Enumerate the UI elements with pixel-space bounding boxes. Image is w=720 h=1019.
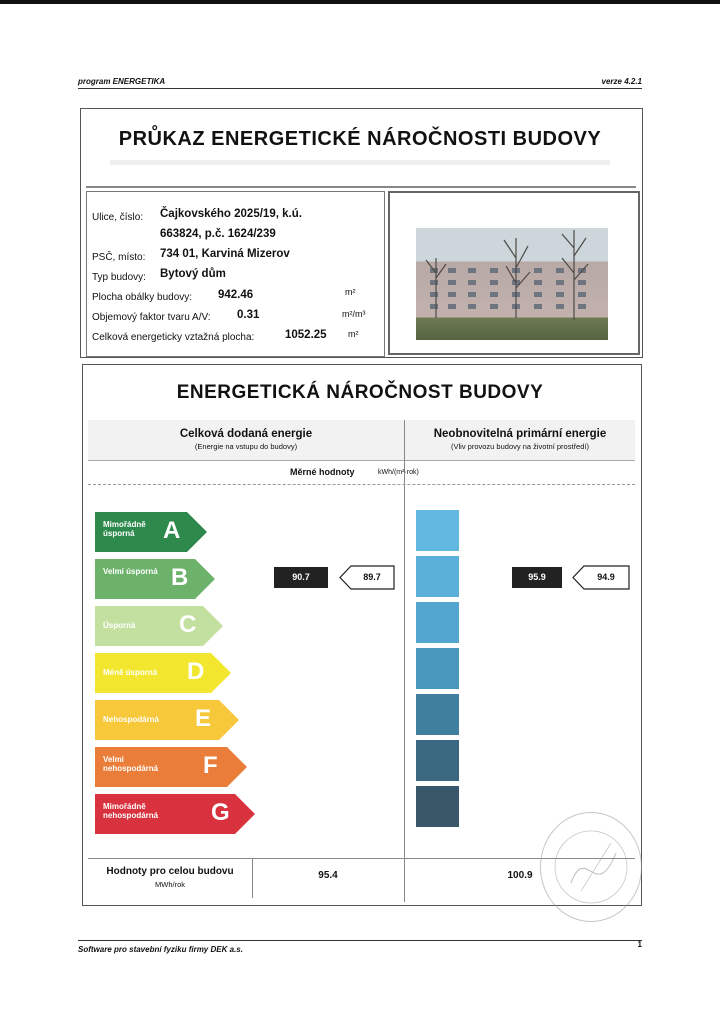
section-title: ENERGETICKÁ NÁROČNOST BUDOVY (176, 382, 544, 403)
certificate-title: PRŮKAZ ENERGETICKÉ NÁROČNOSTI BUDOVY (118, 128, 602, 150)
totals-primary-value: 100.9 (507, 870, 533, 881)
software-credit: Software pro stavební fyziku firmy DEK a.s. (78, 945, 243, 954)
primary-scale-b (416, 556, 459, 597)
primary-scale-e (416, 694, 459, 735)
primary-energy-subtitle: (Vliv provozu budovy na životní prostředí) (451, 442, 589, 451)
column-divider (404, 420, 405, 902)
area-unit: m² (345, 287, 356, 297)
class-d-label: Méně úsporná (103, 668, 158, 677)
class-a-arrow (95, 512, 207, 552)
class-c-letter: C (179, 611, 197, 638)
delivered-energy-header (88, 420, 404, 461)
totals-label: Hodnoty pro celou budovu (106, 866, 234, 877)
area-label: Plocha obálky budovy: (92, 292, 193, 303)
class-f-letter: F (203, 752, 218, 779)
class-e-label: Nehospodárná (103, 715, 160, 724)
divider (86, 186, 636, 188)
delivered-energy-rating-marker: 90.7 (274, 567, 328, 588)
page-number: 1 (637, 940, 642, 949)
primary-energy-rating-marker: 95.9 (512, 567, 562, 588)
official-stamp (540, 812, 642, 922)
building-photo (416, 228, 608, 340)
factor-label: Objemový faktor tvaru A/V: (92, 312, 211, 323)
header-rule (78, 88, 642, 89)
faint-subtitle-line (110, 160, 610, 165)
delivered-energy-subtitle: (Energie na vstupu do budovy) (194, 442, 298, 451)
class-a-letter: A (163, 517, 181, 544)
type-value: Bytový dům (160, 268, 226, 280)
class-d-letter: D (187, 658, 205, 685)
type-label: Typ budovy: (92, 272, 146, 283)
primary-energy-reference-marker: 94.9 (597, 572, 615, 582)
primary-scale-a (416, 510, 459, 551)
street-value-cont: 663824, p.č. 1624/239 (160, 228, 276, 240)
primary-scale-f (416, 740, 459, 781)
delivered-energy-title: Celková dodaná energie (179, 428, 313, 440)
specific-values-unit: kWh/(m²·rok) (378, 469, 419, 476)
class-b-arrow (95, 559, 215, 599)
psc-label: PSČ, místo: (92, 252, 146, 263)
tree-silhouettes (416, 228, 608, 340)
factor-value: 0.31 (237, 309, 260, 321)
primary-energy-title: Neobnovitelná primární energie (433, 428, 607, 440)
street-value: Čajkovského 2025/19, k.ú. (160, 208, 302, 220)
class-e-letter: E (195, 705, 212, 732)
primary-energy-header (405, 420, 635, 461)
footer-rule (78, 940, 642, 941)
class-c-label: Úsporná (103, 621, 136, 630)
class-e-arrow (95, 700, 239, 740)
class-g-label: Mimořádně nehospodárná (103, 802, 159, 820)
version-label: verze 4.2.1 (601, 77, 642, 86)
class-d-arrow (95, 653, 231, 693)
street-label: Ulice, číslo: (92, 212, 144, 223)
class-c-arrow (95, 606, 223, 646)
totals-unit: MWh/rok (155, 880, 185, 889)
floor-area-unit: m² (348, 329, 359, 339)
class-g-arrow (95, 794, 255, 834)
class-g-letter: G (211, 799, 230, 826)
top-edge (0, 0, 720, 4)
class-a-label: Mimořádně úsporná (103, 520, 146, 538)
primary-scale-c (416, 602, 459, 643)
program-name: program ENERGETIKA (78, 77, 166, 86)
factor-unit: m²/m³ (342, 309, 366, 319)
class-b-shape (95, 559, 215, 599)
specific-values-row (88, 462, 635, 485)
delivered-energy-reference-marker: 89.7 (363, 572, 381, 582)
psc-value: 734 01, Karviná Mizerov (160, 248, 290, 260)
area-value: 942.46 (218, 289, 254, 301)
class-b-letter: B (171, 564, 189, 591)
class-f-label: Velmi nehospodárná (103, 755, 159, 773)
primary-scale-d (416, 648, 459, 689)
class-b-label: Velmi úsporná (103, 567, 158, 576)
floor-area-value: 1052.25 (285, 329, 327, 341)
specific-values-label: Měrné hodnoty (290, 467, 355, 477)
stamp-signature (541, 813, 641, 921)
class-f-arrow (95, 747, 247, 787)
floor-area-label: Celková energeticky vztažná plocha: (92, 332, 255, 343)
totals-delivered-value: 95.4 (318, 870, 338, 881)
primary-scale-g (416, 786, 459, 827)
